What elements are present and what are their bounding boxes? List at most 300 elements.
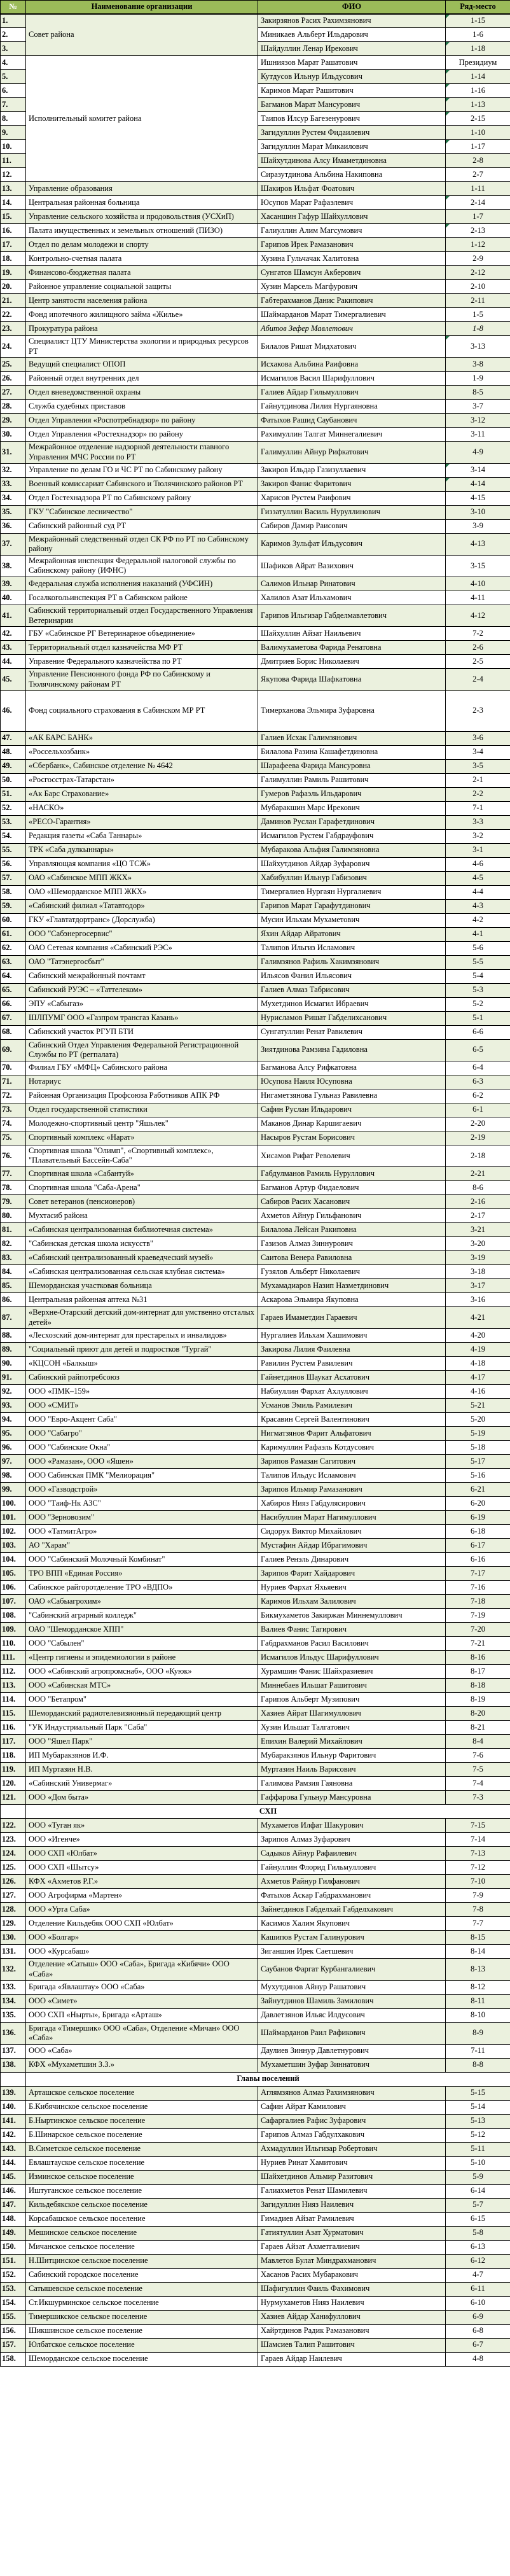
person-name: Шайхуллин Айзат Наильевич: [258, 627, 446, 641]
row-place-value: 6-20: [446, 1497, 510, 1511]
table-row: [1, 913, 510, 927]
organization-name: Районный отдел внутренних дел: [26, 372, 258, 386]
table-row: [1, 308, 510, 322]
person-name: Сафаргалиев Рафис Зуфарович: [258, 2114, 446, 2128]
section-title: СХП: [26, 1805, 510, 1819]
row-place-value: 8-8: [446, 2058, 510, 2072]
organization-name: Сабинский РУЭС – «Таттелеком»: [26, 983, 258, 997]
organization-name: «Верхне-Отарский детский дом-интернат для умственно отсталых детей»: [26, 1307, 258, 1329]
row-number: 9.: [1, 126, 26, 140]
person-name: Маканов Динар Каршигаевич: [258, 1117, 446, 1131]
row-place-value: 5-18: [446, 1441, 510, 1455]
organization-name: «Сабинский централизованный краеведческий музей»: [26, 1251, 258, 1265]
person-name: Мухамадиаров Назип Назметдинович: [258, 1279, 446, 1293]
table-row: [1, 2100, 510, 2114]
row-number: 105.: [1, 1567, 26, 1581]
row-number: 13.: [1, 182, 26, 196]
row-place-value: 1-10: [446, 126, 510, 140]
organization-name: Изминское сельское поселение: [26, 2170, 258, 2184]
organization-name: «Россельхозбанк»: [26, 745, 258, 759]
row-place-value: 1-8: [446, 322, 510, 336]
person-name: Насыров Рустам Борисович: [258, 1131, 446, 1145]
organization-name: ООО Агрофирма «Мартен»: [26, 1889, 258, 1903]
row-place-value: 4-5: [446, 871, 510, 885]
table-row: [1, 1181, 510, 1195]
row-place-value: 3-7: [446, 400, 510, 414]
organization-name: Исполнительный комитет района: [26, 56, 258, 182]
row-place-value: 2-13: [446, 224, 510, 238]
person-name: Шакиров Ильфат Фоатович: [258, 182, 446, 196]
table-row: [1, 1307, 510, 1329]
row-place-value: 7-6: [446, 1749, 510, 1763]
table-row: [1, 2254, 510, 2268]
organization-name: «РЕСО-Гарантия»: [26, 815, 258, 829]
person-name: Епихин Валерий Михайлович: [258, 1735, 446, 1749]
person-name: Юсупов Марат Рафаэлевич: [258, 196, 446, 210]
row-place-value: 7-21: [446, 1637, 510, 1651]
row-place-value: 4-1: [446, 927, 510, 941]
row-number: 101.: [1, 1511, 26, 1525]
table-row: [1, 1025, 510, 1039]
organization-name: Сабинский участок РГУП БТИ: [26, 1025, 258, 1039]
organization-name: Районное управление социальной защиты: [26, 280, 258, 294]
row-number: 58.: [1, 885, 26, 899]
comment-marker-icon: [446, 140, 450, 144]
organization-name: Отделение Кильдебяк ООО СХП «Юлбат»: [26, 1917, 258, 1931]
person-name: Хузин Ильшат Талгатович: [258, 1721, 446, 1735]
table-row: [1, 294, 510, 308]
organization-name: "Социальный приют для детей и подростков "Тургай": [26, 1343, 258, 1357]
person-name: Мусин Ильхам Мухаметович: [258, 913, 446, 927]
section-title: Главы поселений: [26, 2072, 510, 2086]
table-row: [1, 1167, 510, 1181]
organization-name: ООО "Таиф-Нк АЗС": [26, 1497, 258, 1511]
organization-name: Сабинский Отдел Управления Федеральной Регистрационной Службы по РТ (регпалата): [26, 1039, 258, 1061]
row-place-value: 5-5: [446, 955, 510, 969]
person-name: Шаймарданов Марат Тимергалиевич: [258, 308, 446, 322]
row-number: 109.: [1, 1623, 26, 1637]
organization-name: ООО «Болгар»: [26, 1931, 258, 1945]
organization-name: Управение Федерального казначейства по РТ: [26, 655, 258, 669]
row-number: 28.: [1, 400, 26, 414]
row-place-value: 4-7: [446, 2268, 510, 2282]
table-row: [1, 1089, 510, 1103]
organization-name: Юлбатское сельское поселение: [26, 2338, 258, 2352]
table-row: [1, 1735, 510, 1749]
row-place-value: 8-11: [446, 1994, 510, 2008]
row-number: 111.: [1, 1651, 26, 1665]
row-place-value: 1-5: [446, 308, 510, 322]
organization-name: Н.Шитцинское сельское поселение: [26, 2254, 258, 2268]
row-place-value: 6-2: [446, 1089, 510, 1103]
organization-name: ОАО Сетевая компания «Сабинский РЭС»: [26, 941, 258, 955]
row-place-value: 2-7: [446, 168, 510, 182]
row-place-value: 7-16: [446, 1581, 510, 1595]
row-number: 48.: [1, 745, 26, 759]
organization-name: Управление сельского хозяйства и продовольствия (УСХиП): [26, 210, 258, 224]
row-place-value: 7-9: [446, 1889, 510, 1903]
person-name: Дмитриев Борис Николаевич: [258, 655, 446, 669]
person-name: Мубаракова Альфия Галимзяновна: [258, 843, 446, 857]
organization-name: Финансово-бюджетная палата: [26, 266, 258, 280]
organization-name: КФХ «Мухаметшин З.З.»: [26, 2058, 258, 2072]
table-row: [1, 605, 510, 627]
person-name: Нургалиев Ильхам Хашимович: [258, 1329, 446, 1343]
person-name: Исмагилов Рустем Габдрауфович: [258, 829, 446, 843]
organization-name: ООО «СМИТ»: [26, 1399, 258, 1413]
table-header: [1, 1, 510, 14]
row-number: 41.: [1, 605, 26, 627]
organization-name: Редакция газеты «Саба Таннары»: [26, 829, 258, 843]
organization-name: "Сабинский аграрный колледж": [26, 1609, 258, 1623]
organization-name: Б.Кибячинское сельское поселение: [26, 2100, 258, 2114]
row-number: 79.: [1, 1195, 26, 1209]
person-name: Хазиев Айдар Ханифуллович: [258, 2310, 446, 2324]
person-name: Сафин Айрат Камилович: [258, 2100, 446, 2114]
row-number: 122.: [1, 1819, 26, 1833]
section-header-row: [1, 1805, 510, 1819]
row-place-value: 4-13: [446, 533, 510, 555]
organization-name: «КЦСОН «Балкыш»: [26, 1357, 258, 1371]
person-name: Шайхутдинова Алсу Имаметдиновна: [258, 154, 446, 168]
row-place-value: 7-4: [446, 1777, 510, 1791]
table-row: [1, 336, 510, 358]
row-place-value: 8-13: [446, 1959, 510, 1980]
table-row: [1, 2352, 510, 2366]
person-name: Хузина Гульчачак Халитовна: [258, 252, 446, 266]
row-place-value: 6-16: [446, 1553, 510, 1567]
row-number: 132.: [1, 1959, 26, 1980]
row-number: 62.: [1, 941, 26, 955]
person-name: Хазиев Айрат Шагимуллович: [258, 1707, 446, 1721]
table-row: [1, 2022, 510, 2044]
row-place-value: 3-13: [446, 336, 510, 358]
section-header-row: [1, 2072, 510, 2086]
table-row: [1, 1861, 510, 1875]
row-place-value: 5-6: [446, 941, 510, 955]
person-name: Мавлетов Булат Миндрахманович: [258, 2254, 446, 2268]
row-place-value: 5-14: [446, 2100, 510, 2114]
person-name: Исмагилов Васил Шарифуллович: [258, 372, 446, 386]
row-number: 45.: [1, 669, 26, 690]
table-row: [1, 1980, 510, 1994]
organization-name: Мичанское сельское поселение: [26, 2240, 258, 2254]
person-name: Багманов Артур Фидаелович: [258, 1181, 446, 1195]
row-number: 154.: [1, 2296, 26, 2310]
person-name: Билалова Разина Кашафетдиновна: [258, 745, 446, 759]
row-place-value: 8-17: [446, 1665, 510, 1679]
row-place-value: 5-17: [446, 1455, 510, 1469]
row-number: 131.: [1, 1945, 26, 1959]
row-place-value: 5-4: [446, 969, 510, 983]
table-row: [1, 1777, 510, 1791]
person-name: Гарипов Марат Гарафутдинович: [258, 899, 446, 913]
row-number: 39.: [1, 577, 26, 591]
organization-name: Управление Пенсионного фонда РФ по Сабинскому и Тюлячинскому районам РТ: [26, 669, 258, 690]
organization-name: ООО «Сабинский агропромснаб», ООО «Куюк»: [26, 1665, 258, 1679]
row-number: 52.: [1, 801, 26, 815]
row-number: 30.: [1, 428, 26, 442]
row-number: 72.: [1, 1089, 26, 1103]
table-row: [1, 1209, 510, 1223]
table-row: [1, 745, 510, 759]
row-place-value: 3-19: [446, 1251, 510, 1265]
row-number: 78.: [1, 1181, 26, 1195]
organization-name: Сабинский межрайонный почтамт: [26, 969, 258, 983]
organization-name: Специалист ЦТУ Министерства экологии и природных ресурсов РТ: [26, 336, 258, 358]
row-place-value: 2-16: [446, 1195, 510, 1209]
row-place-value: 1-7: [446, 210, 510, 224]
organization-name: Центральная районная больница: [26, 196, 258, 210]
row-number: 86.: [1, 1293, 26, 1307]
person-name: Хасаншин Гафур Шайхуллович: [258, 210, 446, 224]
row-number: 55.: [1, 843, 26, 857]
organization-name: ООО «Туган як»: [26, 1819, 258, 1833]
person-name: Валимухаметова Фарида Ренатовна: [258, 641, 446, 655]
organization-name: ГКУ "Сабинское лесничество": [26, 505, 258, 519]
row-number: 156.: [1, 2324, 26, 2338]
row-number: 134.: [1, 1994, 26, 2008]
row-number: 128.: [1, 1903, 26, 1917]
row-place-value: 1-17: [446, 140, 510, 154]
section-header-num-cell: [1, 1805, 26, 1819]
person-name: Сафин Руслан Ильдарович: [258, 1103, 446, 1117]
organization-name: «Сабинская централизованная сельская клубная система»: [26, 1265, 258, 1279]
organization-name: Бригада «Явлаштау» ООО «Саба»: [26, 1980, 258, 1994]
table-row: [1, 1903, 510, 1917]
person-name: Нурмухаметов Нияз Наилевич: [258, 2296, 446, 2310]
row-number: 69.: [1, 1039, 26, 1061]
organization-name: Служба судебных приставов: [26, 400, 258, 414]
person-name: Исхакова Альбина Раифовна: [258, 358, 446, 372]
table-row: [1, 627, 510, 641]
table-row: [1, 1567, 510, 1581]
row-number: 137.: [1, 2044, 26, 2058]
section-header-num-cell: [1, 2072, 26, 2086]
person-name: Сабиров Расих Хасанович: [258, 1195, 446, 1209]
row-place-value: 5-19: [446, 1427, 510, 1441]
table-row: [1, 56, 510, 70]
row-number: 97.: [1, 1455, 26, 1469]
organization-name: ГКУ «Главтатдортранс» (Дорслужба): [26, 913, 258, 927]
comment-marker-icon: [446, 336, 450, 340]
row-number: 129.: [1, 1917, 26, 1931]
organization-name: Межрайонное отделение надзорной деятельности главного Управления МЧС России по РТ: [26, 442, 258, 463]
row-number: 15.: [1, 210, 26, 224]
row-place-value: 2-1: [446, 773, 510, 787]
person-name: Билалов Ришат Мидхатович: [258, 336, 446, 358]
row-place-value: 2-5: [446, 655, 510, 669]
table-row: [1, 1875, 510, 1889]
row-number: 38.: [1, 555, 26, 577]
row-number: 64.: [1, 969, 26, 983]
header-num: №: [1, 1, 26, 14]
table-row: [1, 2058, 510, 2072]
header-row: [1, 1, 510, 14]
table-row: [1, 815, 510, 829]
row-number: 89.: [1, 1343, 26, 1357]
row-place-value: 5-10: [446, 2156, 510, 2170]
person-name: Билалова Лейсан Ракиповна: [258, 1223, 446, 1237]
person-name: Габдрахманов Расил Василович: [258, 1637, 446, 1651]
person-name: Гимадиев Айзат Рамилевич: [258, 2212, 446, 2226]
table-row: [1, 210, 510, 224]
row-place-value: 8-16: [446, 1651, 510, 1665]
row-number: 31.: [1, 442, 26, 463]
person-name: Загидуллин Рустем Фидаилевич: [258, 126, 446, 140]
row-place-value: 1-14: [446, 70, 510, 84]
row-number: 148.: [1, 2212, 26, 2226]
table-row: [1, 969, 510, 983]
row-place-value: 6-9: [446, 2310, 510, 2324]
organization-name: Сабинский райпотребсоюз: [26, 1371, 258, 1385]
table-row: [1, 1595, 510, 1609]
organization-name: «Сабинский Универмаг»: [26, 1777, 258, 1791]
organization-name: ООО "Сабинские Окна": [26, 1441, 258, 1455]
person-name: Исмагилов Ильдус Шарифуллович: [258, 1651, 446, 1665]
row-number: 18.: [1, 252, 26, 266]
organization-name: ООО СХП «Шытсу»: [26, 1861, 258, 1875]
table-row: [1, 1039, 510, 1061]
person-name: Юсупова Наиля Юсуповна: [258, 1075, 446, 1089]
row-number: 75.: [1, 1131, 26, 1145]
row-number: 12.: [1, 168, 26, 182]
organization-name: ООО «Дом быта»: [26, 1791, 258, 1805]
person-name: Галиев Исхак Галимзянович: [258, 731, 446, 745]
row-number: 141.: [1, 2114, 26, 2128]
comment-marker-icon: [446, 196, 450, 200]
row-number: 25.: [1, 358, 26, 372]
person-name: Габтерахманов Данис Ракипович: [258, 294, 446, 308]
person-name: Равилин Рустем Равилевич: [258, 1357, 446, 1371]
organization-name: ОАО "Шеморданское ХПП": [26, 1623, 258, 1637]
row-place-value: 6-7: [446, 2338, 510, 2352]
organization-name: ООО «Курсабаш»: [26, 1945, 258, 1959]
row-place-value: 6-8: [446, 2324, 510, 2338]
row-number: 46.: [1, 690, 26, 731]
row-place-value: 7-2: [446, 627, 510, 641]
comment-marker-icon: [446, 70, 450, 74]
header-place: Ряд-место: [446, 1, 510, 14]
person-name: Мубаракзянов Ильнур Фаритович: [258, 1749, 446, 1763]
row-place-value: 3-21: [446, 1223, 510, 1237]
person-name: Усманов Эмиль Рамилевич: [258, 1399, 446, 1413]
person-name: Аскарова Эльмира Якуповна: [258, 1293, 446, 1307]
row-number: 91.: [1, 1371, 26, 1385]
row-number: 114.: [1, 1693, 26, 1707]
organization-name: ООО «ПМК–159»: [26, 1385, 258, 1399]
row-number: 71.: [1, 1075, 26, 1089]
person-name: Ильясов Фанил Ильясович: [258, 969, 446, 983]
row-number: 150.: [1, 2240, 26, 2254]
organization-name: Отдел Управления «Роспотребнадзор» по району: [26, 414, 258, 428]
row-place-value: 4-20: [446, 1329, 510, 1343]
row-place-value: 4-4: [446, 885, 510, 899]
row-place-value: 6-6: [446, 1025, 510, 1039]
row-number: 135.: [1, 2008, 26, 2022]
row-number: 84.: [1, 1265, 26, 1279]
row-number: 95.: [1, 1427, 26, 1441]
row-place-value: 4-2: [446, 913, 510, 927]
table-row: [1, 899, 510, 913]
organization-name: «Ак Барс Страхование»: [26, 787, 258, 801]
row-place-value: 8-9: [446, 2022, 510, 2044]
person-name: Халилов Азат Ильхамович: [258, 591, 446, 605]
person-name: Сунгатуллин Ренат Равилевич: [258, 1025, 446, 1039]
table-row: [1, 2282, 510, 2296]
row-place-value: 3-14: [446, 463, 510, 477]
organization-name: Спортивная школа "Олимп", «Спортивный комплекс», "Плавательный Бассейн-Саба": [26, 1145, 258, 1166]
row-place-value: 1-12: [446, 238, 510, 252]
person-name: Шаймарданов Раил Рафикович: [258, 2022, 446, 2044]
comment-marker-icon: [446, 98, 450, 102]
table-row: [1, 1385, 510, 1399]
table-row: [1, 2324, 510, 2338]
table-row: [1, 252, 510, 266]
organization-name: ТРО ВПП «Единая Россия»: [26, 1567, 258, 1581]
row-place-value: 8-4: [446, 1735, 510, 1749]
table-row: [1, 1413, 510, 1427]
row-place-value: 5-20: [446, 1413, 510, 1427]
row-place-value: 1-13: [446, 98, 510, 112]
organization-name: Б.Шинарское сельское поселение: [26, 2128, 258, 2142]
row-place-value: 1-6: [446, 28, 510, 42]
person-name: Ахмадуллин Ильгизар Робертович: [258, 2142, 446, 2156]
person-name: Тимергалиев Нургаян Нургалиевич: [258, 885, 446, 899]
row-place-value: 6-17: [446, 1539, 510, 1553]
row-number: 151.: [1, 2254, 26, 2268]
organization-name: ООО "Сабэнергосервис": [26, 927, 258, 941]
row-place-value: 3-5: [446, 759, 510, 773]
row-place-value: 5-15: [446, 2086, 510, 2100]
person-name: Ишниязов Марат Рашатович: [258, 56, 446, 70]
row-number: 136.: [1, 2022, 26, 2044]
row-number: 120.: [1, 1777, 26, 1791]
row-number: 93.: [1, 1399, 26, 1413]
row-number: 67.: [1, 1011, 26, 1025]
row-place-value: 3-15: [446, 555, 510, 577]
organization-name: ООО СХП «Нырты», Бригада «Арташ»: [26, 2008, 258, 2022]
organization-name: Межрайонный следственный отдел СК РФ по РТ по Сабинскому району: [26, 533, 258, 555]
organization-name: ОАО «Сабыагрохим»: [26, 1595, 258, 1609]
person-name: Зайнетдинов Габделхай Габделхакович: [258, 1903, 446, 1917]
table-row: [1, 2128, 510, 2142]
table-row: [1, 1833, 510, 1847]
person-name: Гайнетдинов Шаукат Асхатович: [258, 1371, 446, 1385]
person-name: Хасанов Расих Мубаракович: [258, 2268, 446, 2282]
person-name: Мухаметов Илфат Шакурович: [258, 1819, 446, 1833]
table-row: [1, 773, 510, 787]
table-row: [1, 1553, 510, 1567]
organization-name: Фонд социального страхования в Сабинском МР РТ: [26, 690, 258, 731]
organization-name: Федеральная служба исполнения наказаний (УФСИН): [26, 577, 258, 591]
row-place-value: 7-12: [446, 1861, 510, 1875]
comment-marker-icon: [446, 464, 450, 468]
table-row: [1, 1945, 510, 1959]
person-name: Мухаметшин Зуфар Зиннатович: [258, 2058, 446, 2072]
row-place-value: 1-15: [446, 14, 510, 28]
organization-name: ООО «Игенче»: [26, 1833, 258, 1847]
table-row: [1, 322, 510, 336]
organization-name: Бригада «Тимершик» ООО «Саба», Отделение «Мичан» ООО «Саба»: [26, 2022, 258, 2044]
organization-name: Нотариус: [26, 1075, 258, 1089]
table-row: [1, 1293, 510, 1307]
organization-name: ООО "Сабинский Молочный Комбинат": [26, 1553, 258, 1567]
row-number: 19.: [1, 266, 26, 280]
row-number: 20.: [1, 280, 26, 294]
person-name: Насибуллин Марат Нагимуллович: [258, 1511, 446, 1525]
table-row: [1, 2156, 510, 2170]
